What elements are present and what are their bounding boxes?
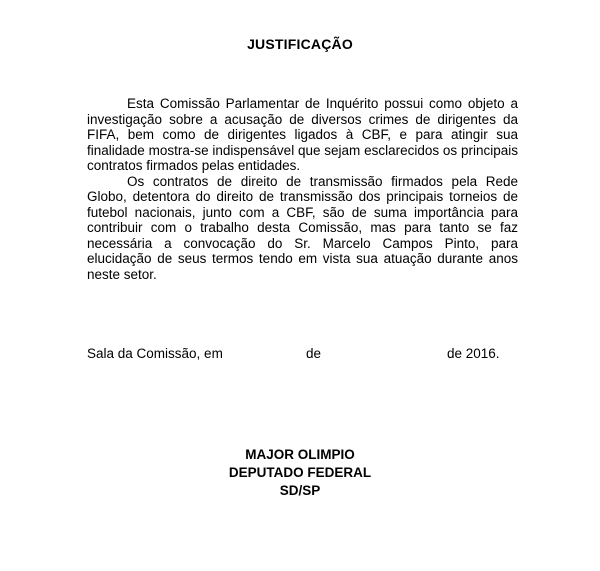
signer-party: SD/SP xyxy=(279,483,321,498)
paragraph-contracts: Os contratos de direito de transmissão firmados pela Rede Globo, detentora do direito de transmissão dos principais torneios de futebol nacionais, junto com a CBF, são de suma importância para contribuir com o trabalho desta Comissão, mas para tanto se faz necessária a convocação do Sr. Marcelo Campos Pinto, para elucidação de seus termos tendo em vista sua atuação durante anos neste setor. xyxy=(87,173,518,282)
signer-role: DEPUTADO FEDERAL xyxy=(228,465,372,480)
document-title: JUSTIFICAÇÃO xyxy=(247,36,353,52)
signing-place: Sala da Comissão, em xyxy=(87,346,223,361)
signature-block xyxy=(0,446,600,500)
signing-date-line xyxy=(87,346,518,362)
signer-name: MAJOR OLIMPIO xyxy=(245,447,355,462)
paragraph-objective: Esta Comissão Parlamentar de Inquérito possui como objeto a investigação sobre a acusação de diversos crimes de dirigentes da FIFA, bem como de dirigentes ligados à CBF, e para atingir sua finalidade mostra-se indispensável que sejam esclarecidos os principais contratos firmados pelas entidades. xyxy=(87,96,518,173)
signing-year: de 2016. xyxy=(447,346,500,361)
justification-body xyxy=(87,96,518,282)
signing-month-separator: de xyxy=(306,346,322,361)
